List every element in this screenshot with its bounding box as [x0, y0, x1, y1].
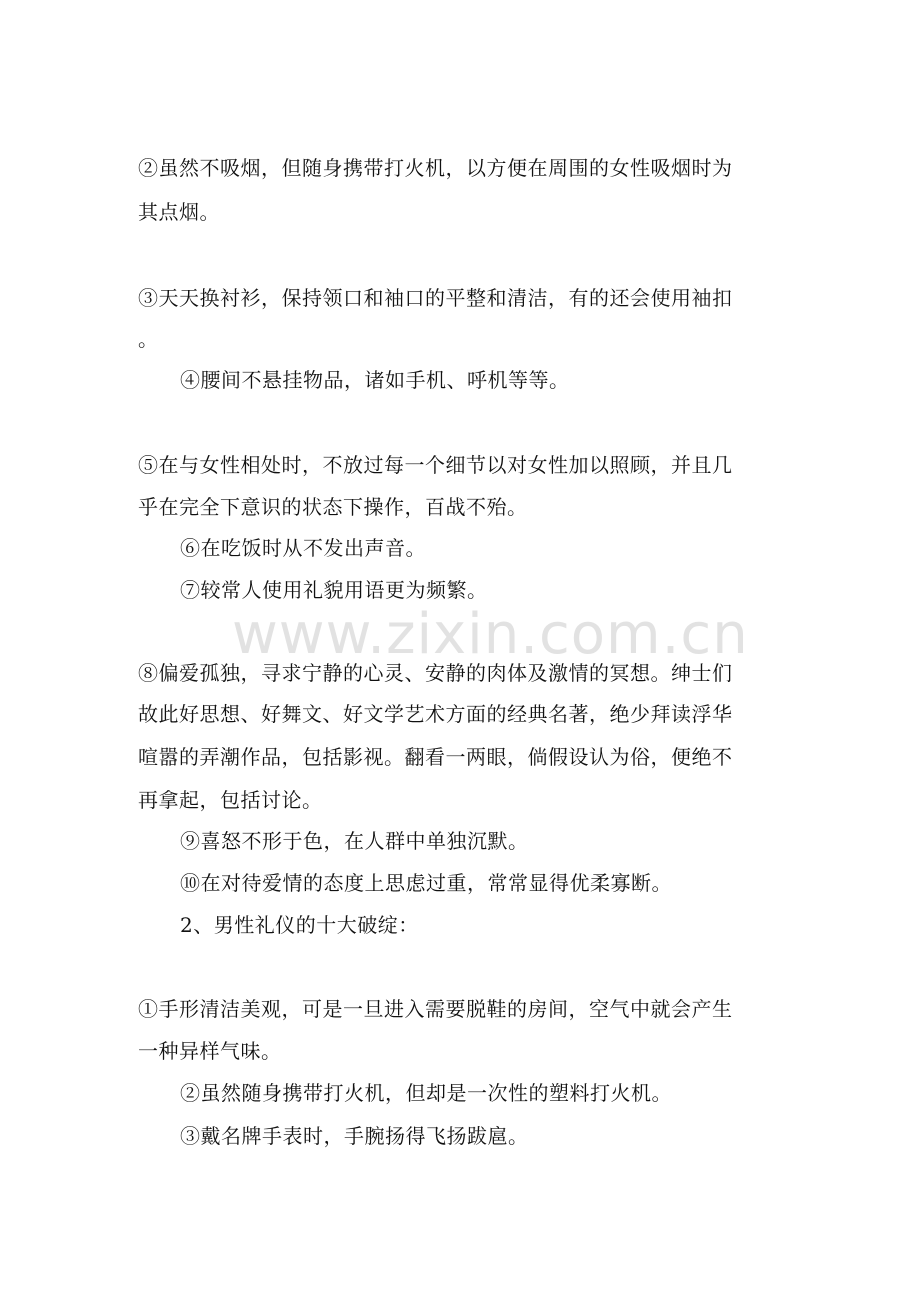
- text-line: ⑨喜怒不形于色，在人群中单独沉默。: [180, 829, 529, 853]
- text-line: 喧嚣的弄潮作品，包括影视。翻看一两眼，倘假设认为俗，便绝不: [138, 745, 733, 769]
- text-line: ⑦较常人使用礼貌用语更为频繁。: [180, 578, 488, 602]
- text-line: ⑧偏爱孤独，寻求宁静的心灵、安静的肉体及激情的冥想。绅士们: [138, 661, 733, 685]
- text-line: ④腰间不悬挂物品，诸如手机、呼机等等。: [180, 368, 570, 392]
- text-line: 故此好思想、好舞文、好文学艺术方面的经典名著，绝少拜读浮华: [138, 702, 733, 726]
- text-line: 。: [138, 327, 159, 351]
- text-line: 再拿起，包括讨论。: [138, 788, 323, 812]
- text-line: ⑩在对待爱情的态度上思虑过重，常常显得优柔寡断。: [180, 871, 672, 895]
- text-line: ③天天换衬衫，保持领口和袖口的平整和清洁，有的还会使用袖扣: [138, 286, 733, 310]
- text-line: ②虽然随身携带打火机，但却是一次性的塑料打火机。: [180, 1081, 672, 1105]
- text-line: ②虽然不吸烟，但随身携带打火机，以方便在周围的女性吸烟时为: [138, 156, 733, 180]
- text-line: ③戴名牌手表时，手腕扬得飞扬跋扈。: [180, 1124, 529, 1148]
- text-line: ⑤在与女性相处时，不放过每一个细节以对女性加以照顾，并且几: [138, 453, 733, 477]
- text-line: ⑥在吃饭时从不发出声音。: [180, 536, 426, 560]
- text-line: ①手形清洁美观，可是一旦进入需要脱鞋的房间，空气中就会产生: [138, 997, 733, 1021]
- text-line: 其点烟。: [138, 200, 220, 224]
- text-line: 一种异样气味。: [138, 1039, 282, 1063]
- watermark: www.zixin.com.cn: [232, 602, 749, 667]
- text-line: 乎在完全下意识的状态下操作，百战不殆。: [138, 495, 528, 519]
- text-line: 2、男性礼仪的十大破绽：: [180, 913, 419, 937]
